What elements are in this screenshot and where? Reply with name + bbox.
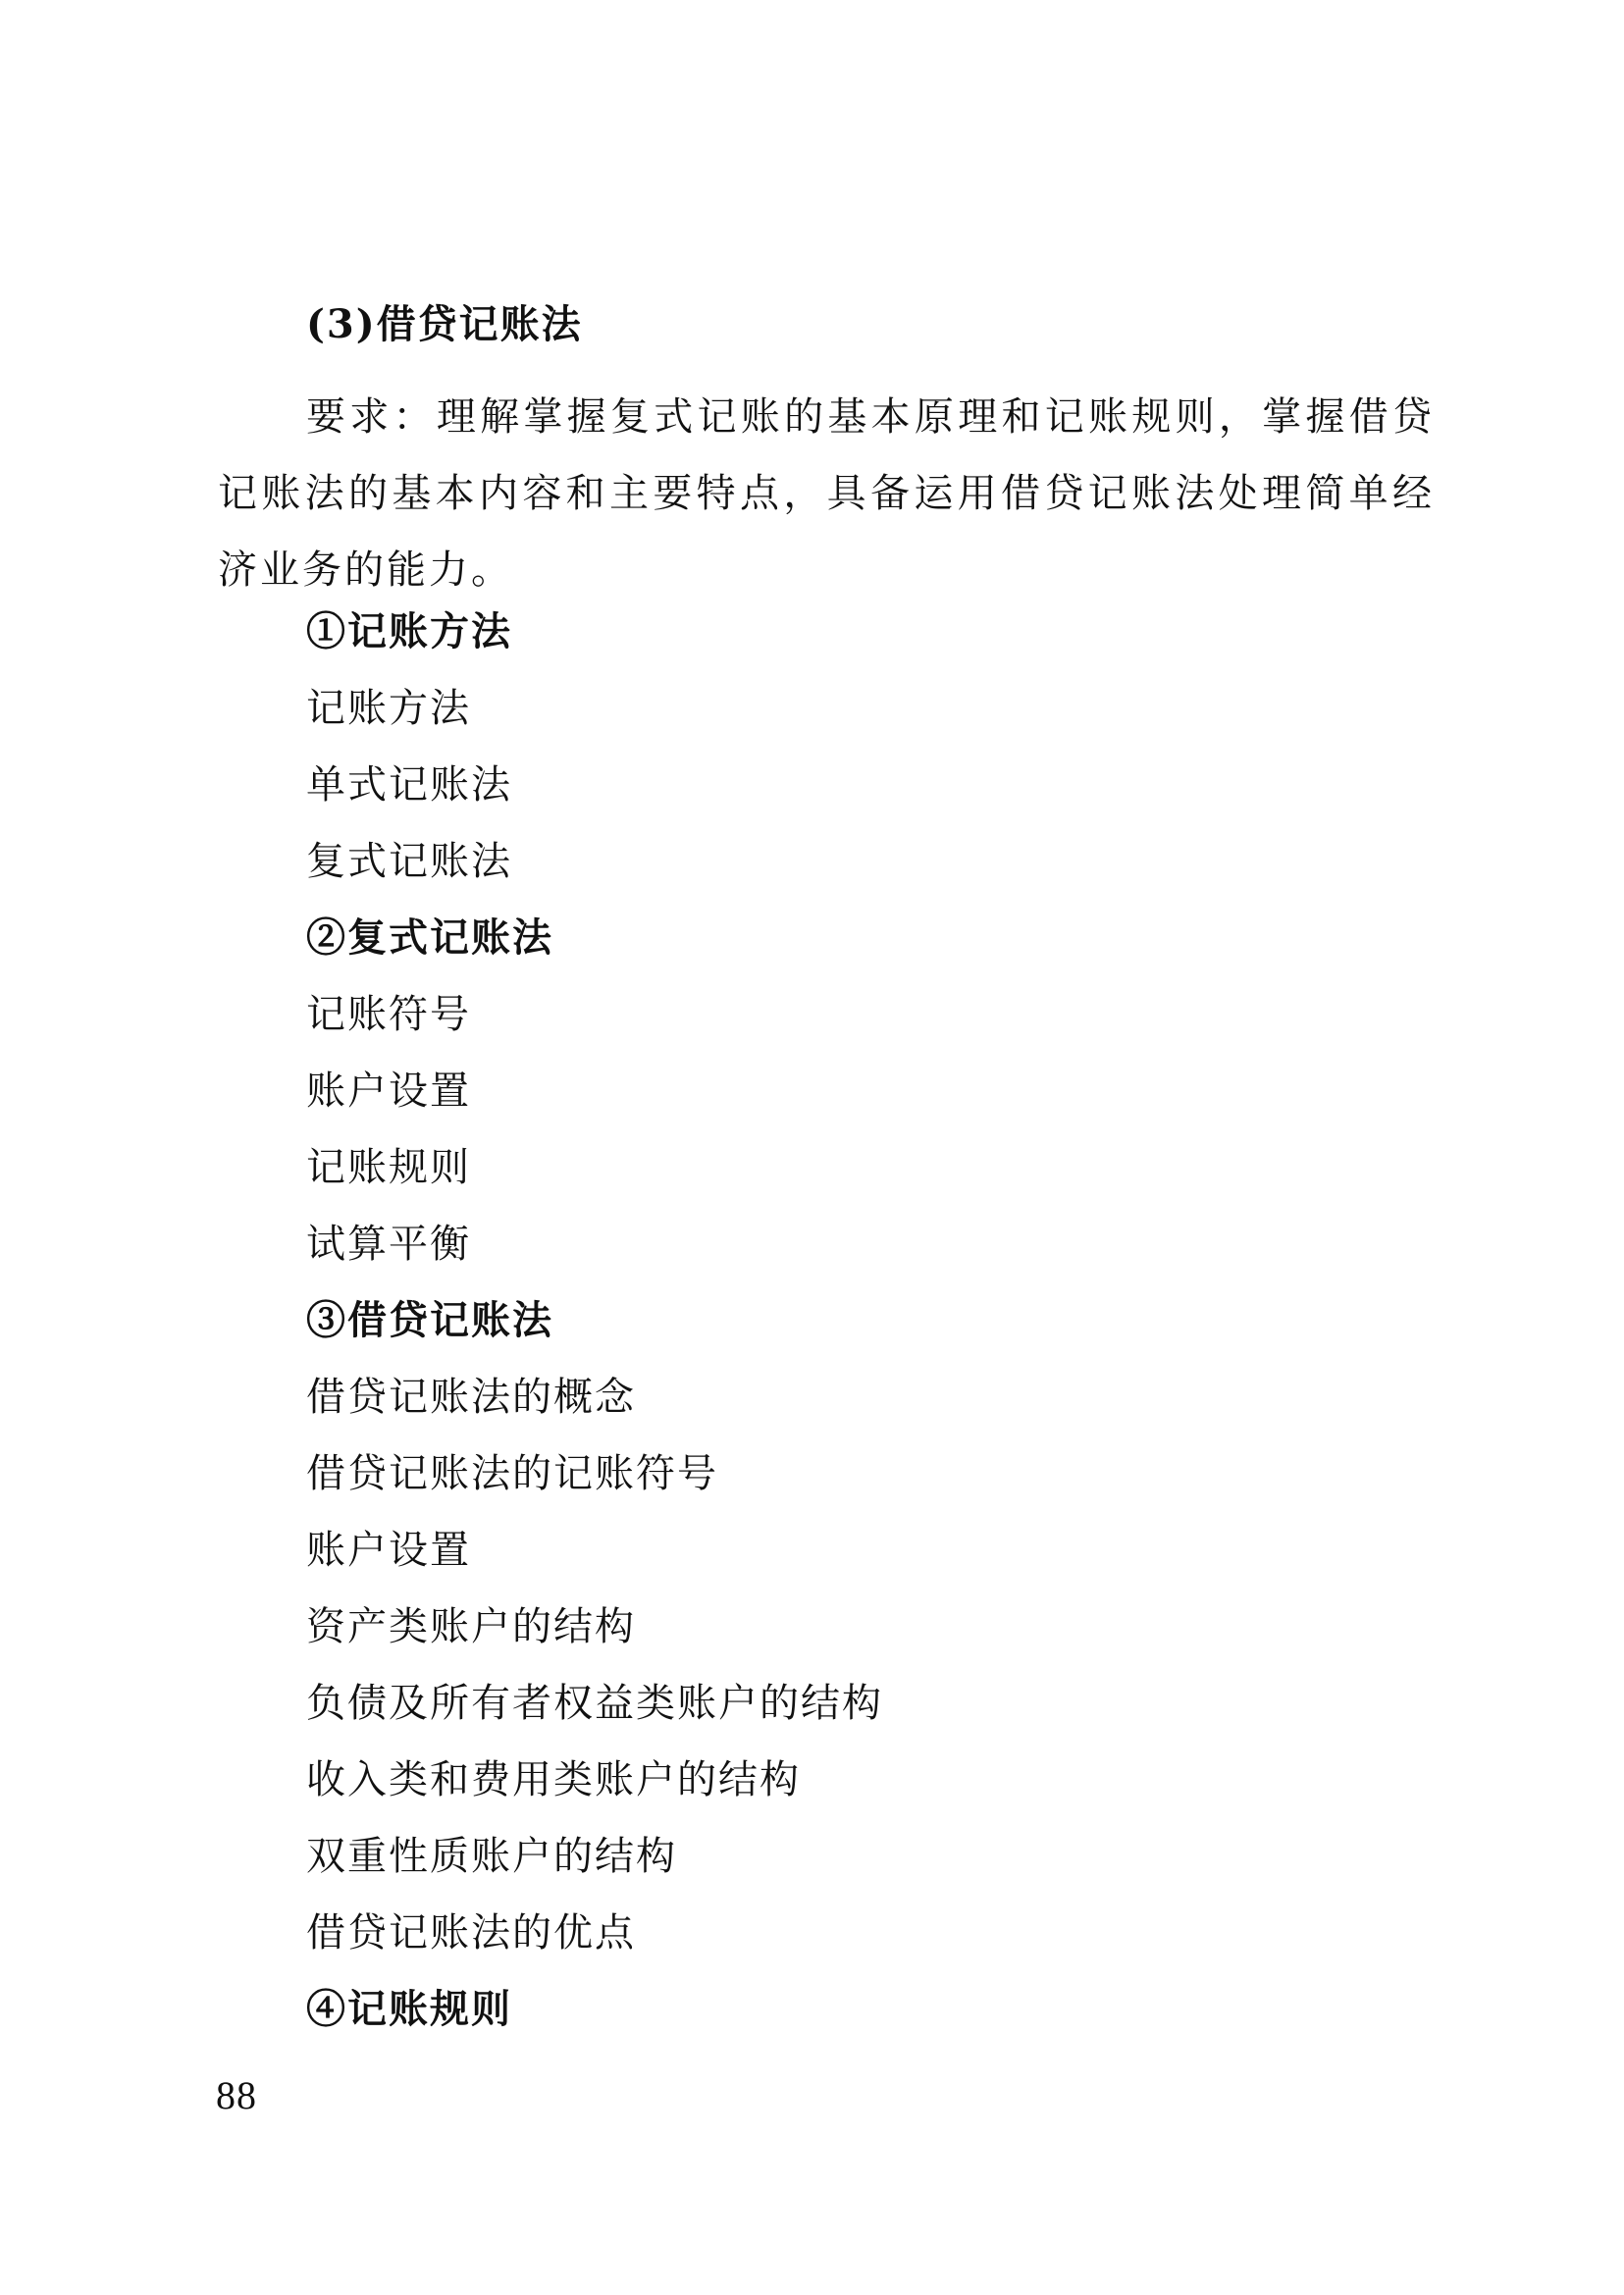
- section-title: (3)借贷记账法: [306, 301, 583, 347]
- outline-item: 记账规则: [306, 1145, 471, 1190]
- requirement-paragraph: 要求：理解掌握复式记账的基本原理和记账规则，掌握借贷记账法的基本内容和主要特点，具备运用借贷记账法处理简单经济业务的能力。: [218, 394, 1435, 593]
- outline-item: 负债及所有者权益类账户的结构: [306, 1681, 883, 1726]
- outline-item: 复式记账法: [306, 839, 512, 884]
- outline-item: 借贷记账法的概念: [306, 1375, 636, 1420]
- outline-heading-2: ②复式记账法: [306, 914, 553, 961]
- outline-item: 记账符号: [306, 992, 471, 1037]
- outline-item: 记账方法: [306, 686, 471, 731]
- outline-item: 资产类账户的结构: [306, 1604, 636, 1649]
- outline-item: 收入类和费用类账户的结构: [306, 1757, 801, 1802]
- outline-item: 单式记账法: [306, 762, 512, 808]
- outline-item: 借贷记账法的优点: [306, 1910, 636, 1956]
- outline-item: 账户设置: [306, 1528, 471, 1573]
- outline-item: 双重性质账户的结构: [306, 1834, 677, 1879]
- outline-heading-3: ③借贷记账法: [306, 1297, 553, 1343]
- outline-item: 账户设置: [306, 1069, 471, 1114]
- outline-item: 试算平衡: [306, 1222, 471, 1267]
- outline-item: 借贷记账法的记账符号: [306, 1451, 718, 1496]
- outline-heading-1: ①记账方法: [306, 608, 512, 654]
- page-number: 88: [216, 2073, 257, 2117]
- outline-heading-4: ④记账规则: [306, 1986, 512, 2032]
